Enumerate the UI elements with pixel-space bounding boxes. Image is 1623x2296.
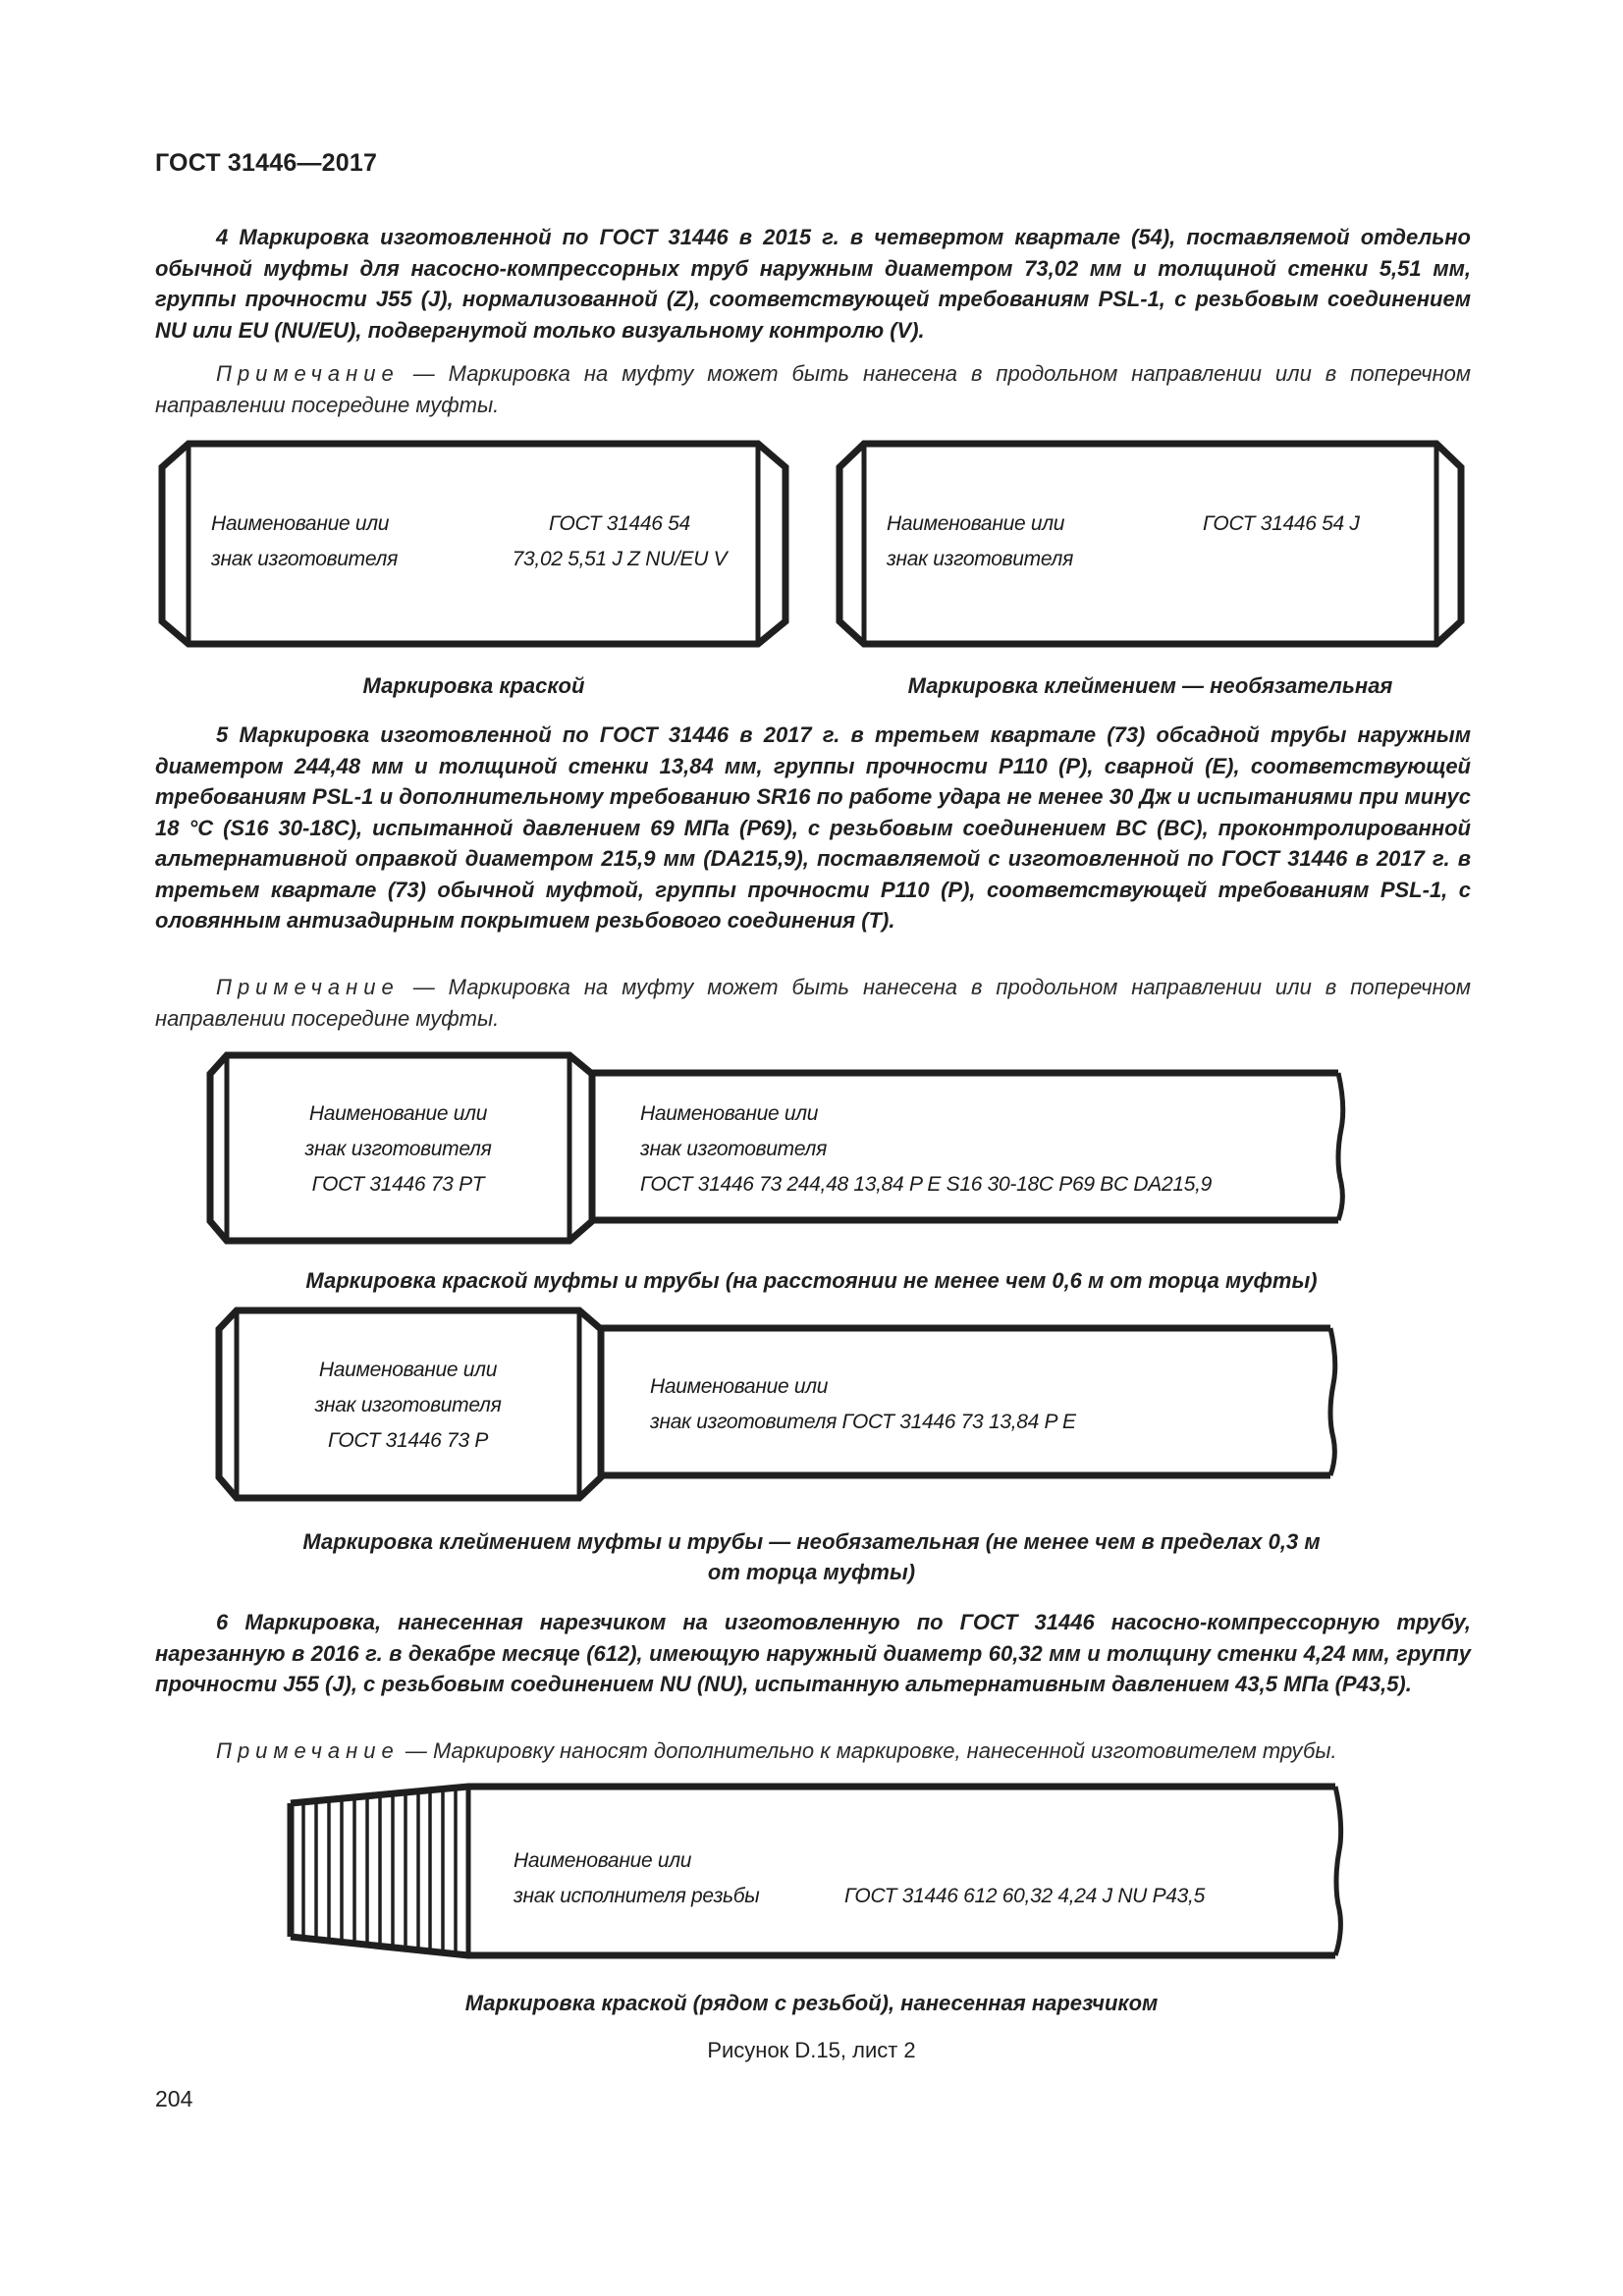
manufacturer-mark-label: знак изготовителя — [314, 1394, 502, 1416]
note-text: — Маркировка на муфту может быть нанесена в продольном направлении или в поперечном направлении посередине муфты. — [155, 361, 1471, 417]
note-label: Примечание — [216, 975, 400, 999]
caption-stamp-coupling-pipe — [147, 1526, 1476, 1587]
note-label: Примечание — [216, 1738, 400, 1763]
manufacturer-name-label: Наименование или — [650, 1375, 829, 1398]
document-header: ГОСТ 31446—2017 — [155, 149, 378, 177]
example-6-note — [155, 1735, 1471, 1767]
threader-mark-text: знак исполнителя резьбы — [514, 1885, 760, 1907]
manufacturer-name-label: Наименование или — [318, 1359, 498, 1381]
threader-name-text: Наименование или — [514, 1849, 692, 1872]
manufacturer-mark-label: знак изготовителя — [887, 548, 1074, 570]
coupling-stamp-left-text — [887, 507, 1073, 577]
example-5-text: Маркировка изготовленной по ГОСТ 31446 в 2017 г. в третьем квартале (73) обсадной трубы наружным диаметром 244,48 мм и толщиной стенки 13,84 мм, группы прочности P110 (P), сварной (E), соответствующей требованиям PSL-1 и дополнительному требованию SR16 по работе удара не менее 30 Дж и испытаниями при минус 18 °С (S16 30-18C), испытанной давлением 69 МПа (P69), с резьбовым соединением BC (BC), проконтролированной альтернативной оправкой диаметром 215,9 мм (DA215,9), поставляемой с изготовленной по ГОСТ 31446 в 2017 г. в третьем квартале (73) обычной муфтой, группы прочности P110 (P), соответствующей требованиям PSL-1, с оловянным антизадирным покрытием резьбового соединения (T). — [155, 722, 1471, 933]
caption-paint-marking: Маркировка краской — [362, 673, 585, 698]
coupling-stamp-marking: ГОСТ 31446 54 J — [1203, 512, 1360, 535]
manufacturer-mark-label: знак изготовителя — [304, 1138, 492, 1160]
example-4-number: 4 — [216, 225, 229, 249]
note-text: — Маркировку наносят дополнительно к маркировке, нанесенной изготовителем трубы. — [405, 1738, 1337, 1763]
manufacturer-mark-label: знак изготовителя — [640, 1138, 828, 1160]
page-number: 204 — [155, 2086, 193, 2111]
pipe-stamp-text-5 — [650, 1369, 1076, 1440]
coupling-paint-text-5 — [227, 1096, 569, 1202]
example-6-number: 6 — [216, 1610, 229, 1634]
note-text: — Маркировка на муфту может быть нанесена в продольном направлении или в поперечном направлении посередине муфты. — [155, 975, 1471, 1031]
pipe-paint-text-5 — [640, 1096, 1212, 1202]
marking-line-1: ГОСТ 31446 54 — [549, 512, 690, 535]
example-5-paragraph — [155, 720, 1471, 936]
note-label: Примечание — [216, 361, 400, 386]
manufacturer-name-label: Наименование или — [887, 512, 1065, 535]
threaded-pipe-outline — [291, 1787, 1341, 1955]
manufacturer-name-label: Наименование или — [308, 1102, 488, 1125]
example-5-note — [155, 972, 1471, 1034]
caption-line-1: Маркировка клеймением муфты и трубы — необязательная (не менее чем в пределах 0,3 м — [302, 1529, 1321, 1554]
example-5-number: 5 — [216, 722, 229, 747]
caption-line-2: от торца муфты) — [707, 1560, 916, 1584]
caption-stamp-marking: Маркировка клеймением — необязательная — [907, 673, 1393, 698]
coupling-stamp-text-5 — [237, 1353, 579, 1459]
coupling-marking: ГОСТ 31446 73 P — [327, 1429, 489, 1452]
manufacturer-mark-label: знак изготовителя — [211, 548, 399, 570]
figure-title: Рисунок D.15, лист 2 — [707, 2038, 916, 2062]
pipe-marking: ГОСТ 31446 73 244,48 13,84 P E S16 30-18C P69 BC DA215,9 — [640, 1173, 1213, 1196]
marking-line-2: 73,02 5,51 J Z NU/EU V — [512, 548, 728, 570]
manufacturer-name-label: Наименование или — [640, 1102, 819, 1125]
example-4-text: Маркировка изготовленной по ГОСТ 31446 в 2015 г. в четвертом квартале (54), поставляемой отдельно обычной муфты для насосно-компрессорных труб наружным диаметром 73,02 мм и толщиной стенки 5,51 мм, группы прочности J55 (J), нормализованной (Z), соответствующей требованиям PSL-1, с резьбовым соединением NU или EU (NU/EU), подвергнутой только визуальному контролю (V). — [155, 225, 1471, 343]
manufacturer-name-label: Наименование или — [211, 512, 390, 535]
coupling-marking: ГОСТ 31446 73 PT — [311, 1173, 485, 1196]
example-6-text: Маркировка, нанесенная нарезчиком на изготовленную по ГОСТ 31446 насосно-компрессорную трубу, нарезанную в 2016 г. в декабре месяце (612), имеющую наружный диаметр 60,32 мм и толщину стенки 4,24 мм, группу прочности J55 (J), с резьбовым соединением NU (NU), испытанную альтернативным давлением 43,5 МПа (P43,5). — [155, 1610, 1471, 1696]
threader-marking: ГОСТ 31446 612 60,32 4,24 J NU P43,5 — [844, 1885, 1205, 1907]
coupling-paint-marking — [487, 507, 752, 577]
example-6-paragraph — [155, 1607, 1471, 1700]
caption-threader-marking: Маркировка краской (рядом с резьбой), нанесенная нарезчиком — [464, 1991, 1159, 2015]
pipe-marking: знак изготовителя ГОСТ 31446 73 13,84 P E — [650, 1411, 1076, 1433]
caption-paint-coupling-pipe: Маркировка краской муфты и трубы (на расстоянии не менее чем 0,6 м от торца муфты) — [305, 1268, 1318, 1293]
coupling-paint-left-text — [211, 507, 398, 577]
